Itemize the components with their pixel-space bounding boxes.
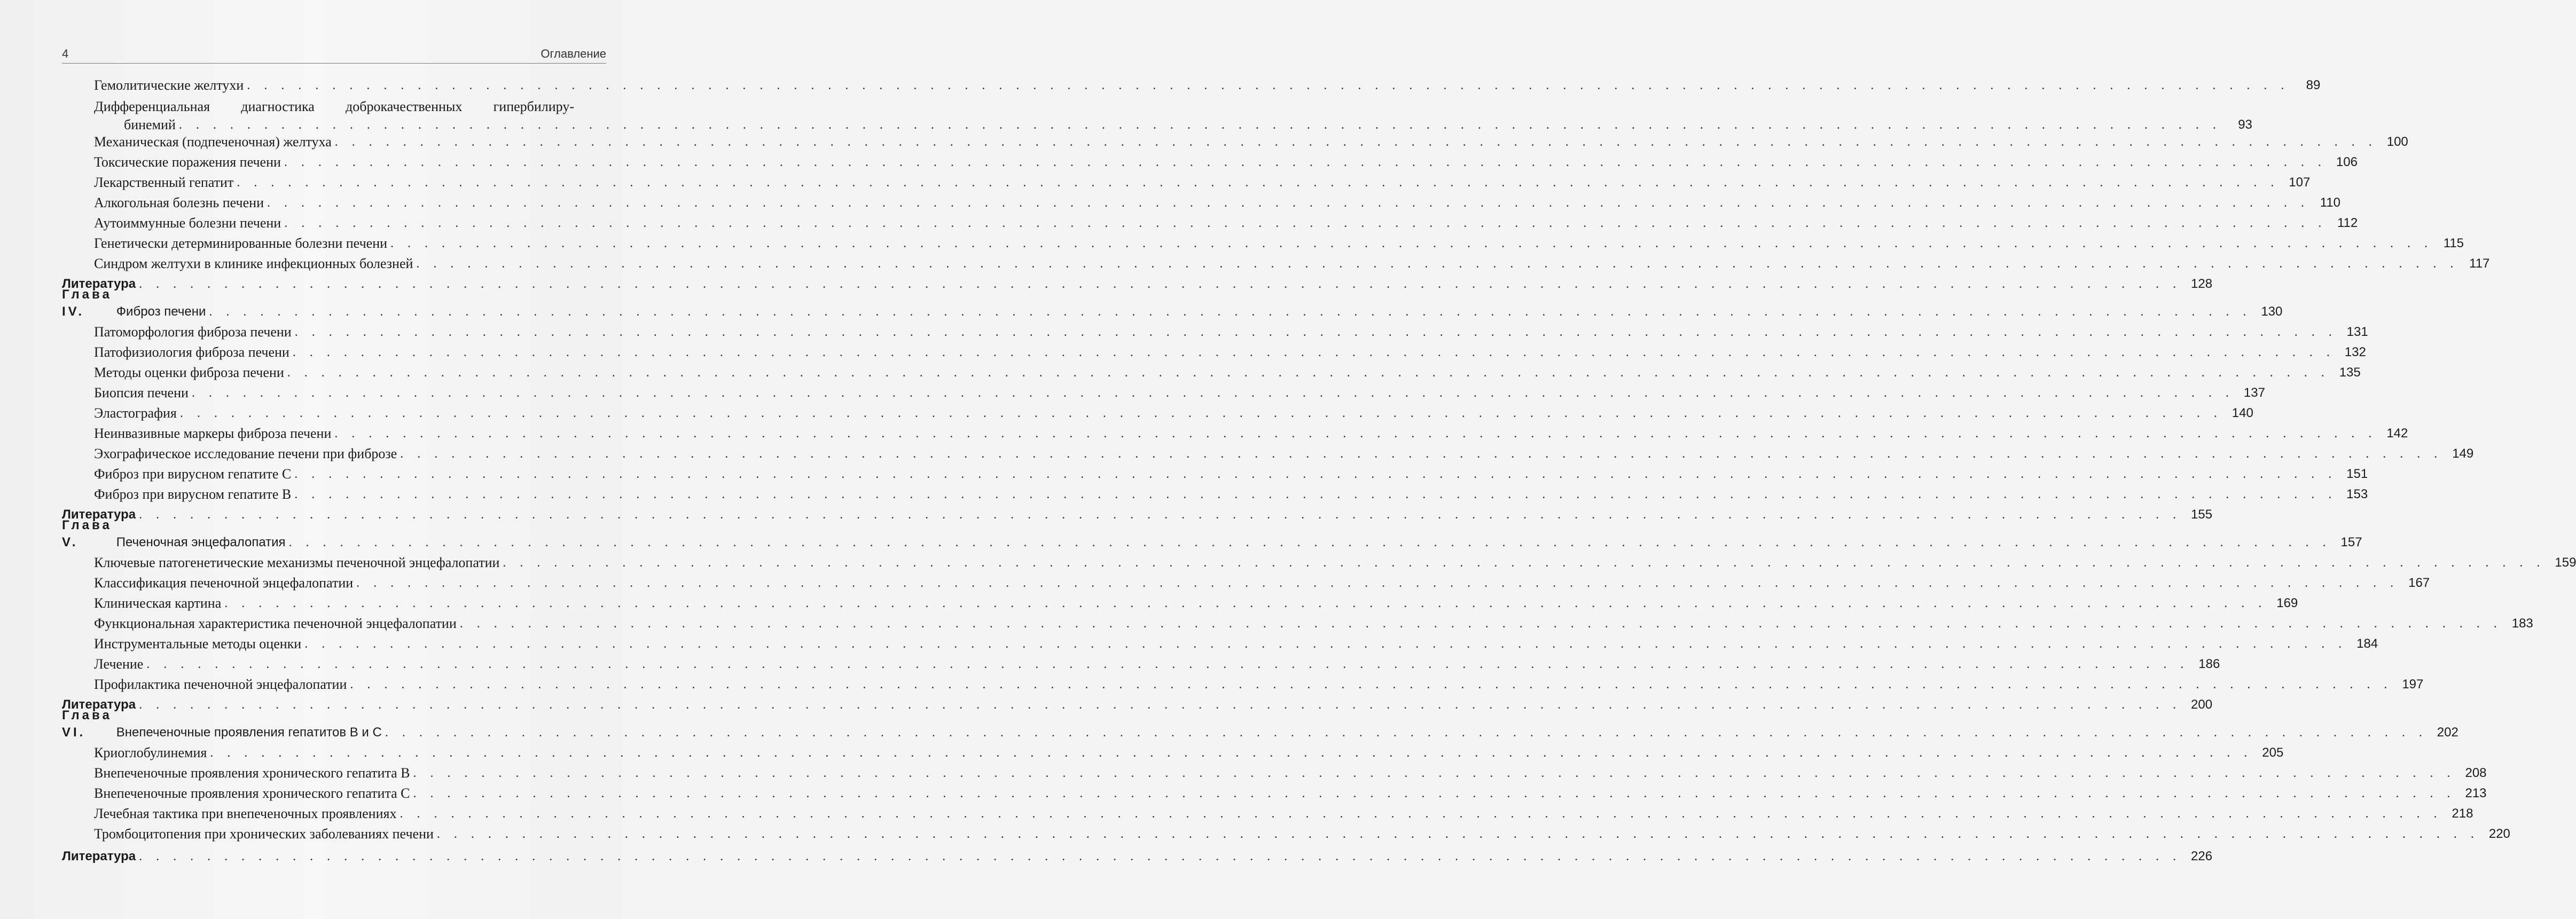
toc-page-number: 153 xyxy=(2346,487,2368,501)
toc-entry xyxy=(94,153,2358,171)
toc-entry xyxy=(94,173,2311,191)
toc-page-number: 226 xyxy=(2191,849,2213,863)
leader-dots: . . . . . . . . . . . . . . . . . . . . . . . . . . . . . . . . . . . . . . . . . . . . . . . . . . . . . . . . . . . . . . . . . . . . . . . . . . . . . . . . . . . . . . . . . . . . . . . . . . . . . . . . . . . . . . . . . . . . . . . . xyxy=(385,726,2428,740)
toc-page-number: 218 xyxy=(2452,806,2473,821)
toc-page-number: 115 xyxy=(2443,236,2464,250)
toc-entry-title: Внепеченочные проявления хронического гепатита С xyxy=(94,786,410,801)
leader-dots: . . . . . . . . . . . . . . . . . . . . . . . . . . . . . . . . . . . . . . . . . . . . . . . . . . . . . . . . . . . . . . . . . . . . . . . . . . . . . . . . . . . . . . . . . . . . . . . . . . . . . . . . . . . . . . . . . . . . . . . . xyxy=(288,536,2331,549)
leader-dots: . . . . . . . . . . . . . . . . . . . . . . . . . . . . . . . . . . . . . . . . . . . . . . . . . . . . . . . . . . . . . . . . . . . . . . . . . . . . . . . . . . . . . . . . . . . . . . . . . . . . . . . . . . . . . . . . . . . . . . . . xyxy=(237,176,2280,190)
leader-dots: . . . . . . . . . . . . . . . . . . . . . . . . . . . . . . . . . . . . . . . . . . . . . . . . . . . . . . . . . . . . . . . . . . . . . . . . . . . . . . . . . . . . . . . . . . . . . . . . . . . . . . . . . . . . . . . . . . . . . . . . xyxy=(503,556,2546,570)
toc-entry-title: Неинвазивные маркеры фиброза печени xyxy=(94,426,332,441)
leader-dots: . . . . . . . . . . . . . . . . . . . . . . . . . . . . . . . . . . . . . . . . . . . . . . . . . . . . . . . . . . . . . . . . . . . . . . . . . . . . . . . . . . . . . . . . . . . . . . . . . . . . . . . . . . . . . . . . . . . . . . . . xyxy=(436,827,2479,841)
toc-entry-title: Фиброз при вирусном гепатите В xyxy=(94,486,292,502)
leader-dots: . . . . . . . . . . . . . . . . . . . . . . . . . . . . . . . . . . . . . . . . . . . . . . . . . . . . . . . . . . . . . . . . . . . . . . . . . . . . . . . . . . . . . . . . . . . . . . . . . . . . . . . . . . . . . . . . . . . . . . . . xyxy=(390,237,2433,250)
toc-entry xyxy=(94,193,2340,211)
toc-page-number: 169 xyxy=(2276,596,2298,610)
toc-page-number: 128 xyxy=(2191,277,2213,291)
toc-page-number: 142 xyxy=(2386,426,2408,441)
toc-page-number: 167 xyxy=(2408,576,2430,590)
toc-entry-title: Аутоиммунные болезни печени xyxy=(94,215,281,231)
toc-page-number: 110 xyxy=(2320,195,2340,210)
leader-dots: . . . . . . . . . . . . . . . . . . . . . . . . . . . . . . . . . . . . . . . . . . . . . . . . . . . . . . . . . . . . . . . . . . . . . . . . . . . . . . . . . . . . . . . . . . . . . . . . . . . . . . . . . . . . . . . . . . . . . . . . xyxy=(356,576,2399,590)
toc-entry-title: Лечение xyxy=(94,656,144,672)
toc-entry xyxy=(94,424,2408,442)
toc-page-number: 202 xyxy=(2437,725,2458,740)
toc-page-number: 157 xyxy=(2340,535,2362,549)
toc-page-number: 155 xyxy=(2191,507,2213,522)
toc-entry-title: Литература xyxy=(62,849,136,863)
leader-dots: . . . . . . . . . . . . . . . . . . . . . . . . . . . . . . . . . . . . . . . . . . . . . . . . . . . . . . . . . . . . . . . . . . . . . . . . . . . . . . . . . . . . . . . . . . . . . . . . . . . . . . . . . . . . . . . . . . . . . . . . xyxy=(284,216,2327,230)
leader-dots: . . . . . . . . . . . . . . . . . . . . . . . . . . . . . . . . . . . . . . . . . . . . . . . . . . . . . . . . . . . . . . . . . . . . . . . . . . . . . . . . . . . . . . . . . . . . . . . . . . . . . . . . . . . . . . . . . . . . . . . . xyxy=(292,345,2335,359)
leader-dots: . . . . . . . . . . . . . . . . . . . . . . . . . . . . . . . . . . . . . . . . . . . . . . . . . . . . . . . . . . . . . . . . . . . . . . . . . . . . . . . . . . . . . . . . . . . . . . . . . . . . . . . . . . . . . . . . . . . . . . . . xyxy=(139,277,2182,291)
toc-entry xyxy=(94,323,2368,341)
toc-entry-title: Эхографическое исследование печени при фиброзе xyxy=(94,446,397,461)
toc-entry-title: Профилактика печеночной энцефалопатии xyxy=(94,677,347,692)
toc-entry-title: Функциональная характеристика печеночной энцефалопатии xyxy=(94,616,457,631)
toc-entry-title: Лекарственный гепатит xyxy=(94,175,234,190)
toc-entry-title: Лечебная тактика при внепеченочных проявлениях xyxy=(94,806,397,821)
toc-entry xyxy=(94,254,2490,272)
toc-entry xyxy=(94,614,2533,632)
toc-entry-title: Патоморфология фиброза печени xyxy=(94,324,292,340)
leader-dots: . . . . . . . . . . . . . . . . . . . . . . . . . . . . . . . . . . . . . . . . . . . . . . . . . . . . . . . . . . . . . . . . . . . . . . . . . . . . . . . . . . . . . . . . . . . . . . . . . . . . . . . . . . . . . . . . . . . . . . . . xyxy=(146,657,2189,671)
toc-entry xyxy=(94,234,2464,252)
toc-entry-title: Синдром желтухи в клинике инфекционных болезней xyxy=(94,256,413,271)
toc-entry-title: Литература xyxy=(62,507,136,522)
toc-entry xyxy=(94,784,2487,802)
toc-entry xyxy=(94,132,2408,151)
toc-entry-title: Методы оценки фиброза печени xyxy=(94,365,284,380)
toc-page-number: 107 xyxy=(2289,175,2311,190)
leader-dots: . . . . . . . . . . . . . . . . . . . . . . . . . . . . . . . . . . . . . . . . . . . . . . . . . . . . . . . . . . . . . . . . . . . . . . . . . . . . . . . . . . . . . . . . . . . . . . . . . . . . . . . . . . . . . . . . . . . . . . . . xyxy=(294,488,2337,501)
toc-page-number: 183 xyxy=(2511,616,2533,631)
toc-entry xyxy=(94,824,2510,843)
toc-entry-title-part1: Дифференциальная диагностика доброкачественных гипербилиру- xyxy=(94,99,574,114)
leader-dots: . . . . . . . . . . . . . . . . . . . . . . . . . . . . . . . . . . . . . . . . . . . . . . . . . . . . . . . . . . . . . . . . . . . . . . . . . . . . . . . . . . . . . . . . . . . . . . . . . . . . . . . . . . . . . . . . . . . . . . . . xyxy=(209,305,2252,319)
toc-page-number: 151 xyxy=(2346,467,2368,481)
toc-entry xyxy=(94,634,2378,653)
chapter-label: Глава V. xyxy=(62,518,112,549)
leader-dots: . . . . . . . . . . . . . . . . . . . . . . . . . . . . . . . . . . . . . . . . . . . . . . . . . . . . . . . . . . . . . . . . . . . . . . . . . . . . . . . . . . . . . . . . . . . . . . . . . . . . . . . . . . . . . . . . . . . . . . . . xyxy=(178,118,2221,132)
toc-page-number: 197 xyxy=(2402,677,2424,692)
toc-page-number: 112 xyxy=(2337,216,2358,230)
toc-chapter-entry xyxy=(62,708,2458,741)
toc-entry-title-part2: бинемий xyxy=(124,117,176,132)
toc-entry xyxy=(94,343,2366,361)
toc-chapter-entry xyxy=(62,287,2283,320)
toc-page-number: 137 xyxy=(2243,386,2265,400)
leader-dots: . . . . . . . . . . . . . . . . . . . . . . . . . . . . . . . . . . . . . . . . . . . . . . . . . . . . . . . . . . . . . . . . . . . . . . . . . . . . . . . . . . . . . . . . . . . . . . . . . . . . . . . . . . . . . . . . . . . . . . . . xyxy=(224,596,2267,610)
toc-page-number: 100 xyxy=(2386,135,2408,149)
toc-page-number: 89 xyxy=(2306,78,2321,92)
toc-page-number: 186 xyxy=(2198,657,2220,671)
toc-entry xyxy=(94,804,2473,822)
toc-literature-entry xyxy=(62,847,2213,865)
toc-entry xyxy=(94,675,2424,693)
leader-dots: . . . . . . . . . . . . . . . . . . . . . . . . . . . . . . . . . . . . . . . . . . . . . . . . . . . . . . . . . . . . . . . . . . . . . . . . . . . . . . . . . . . . . . . . . . . . . . . . . . . . . . . . . . . . . . . . . . . . . . . . xyxy=(191,386,2234,400)
toc-literature-entry xyxy=(62,505,2213,523)
toc-entry xyxy=(94,76,2321,94)
toc-entry-title: Клиническая картина xyxy=(94,595,222,611)
leader-dots: . . . . . . . . . . . . . . . . . . . . . . . . . . . . . . . . . . . . . . . . . . . . . . . . . . . . . . . . . . . . . . . . . . . . . . . . . . . . . . . . . . . . . . . . . . . . . . . . . . . . . . . . . . . . . . . . . . . . . . . . xyxy=(413,787,2456,800)
toc-page-number: 106 xyxy=(2336,155,2358,169)
toc-page-number: 220 xyxy=(2488,827,2510,841)
toc-entry xyxy=(94,743,2284,761)
toc-literature-entry xyxy=(62,274,2213,293)
toc-page-number: 200 xyxy=(2191,697,2213,712)
toc-entry xyxy=(94,553,2576,571)
leader-dots: . . . . . . . . . . . . . . . . . . . . . . . . . . . . . . . . . . . . . . . . . . . . . . . . . . . . . . . . . . . . . . . . . . . . . . . . . . . . . . . . . . . . . . . . . . . . . . . . . . . . . . . . . . . . . . . . . . . . . . . . xyxy=(284,155,2327,169)
toc-entry xyxy=(94,764,2487,782)
leader-dots: . . . . . . . . . . . . . . . . . . . . . . . . . . . . . . . . . . . . . . . . . . . . . . . . . . . . . . . . . . . . . . . . . . . . . . . . . . . . . . . . . . . . . . . . . . . . . . . . . . . . . . . . . . . . . . . . . . . . . . . . xyxy=(304,637,2347,651)
toc-entry-title: Алкогольная болезнь печени xyxy=(94,195,264,210)
toc-entry-title: Инструментальные методы оценки xyxy=(94,636,302,651)
leader-dots: . . . . . . . . . . . . . . . . . . . . . . . . . . . . . . . . . . . . . . . . . . . . . . . . . . . . . . . . . . . . . . . . . . . . . . . . . . . . . . . . . . . . . . . . . . . . . . . . . . . . . . . . . . . . . . . . . . . . . . . . xyxy=(210,746,2253,760)
leader-dots: . . . . . . . . . . . . . . . . . . . . . . . . . . . . . . . . . . . . . . . . . . . . . . . . . . . . . . . . . . . . . . . . . . . . . . . . . . . . . . . . . . . . . . . . . . . . . . . . . . . . . . . . . . . . . . . . . . . . . . . . xyxy=(400,807,2442,821)
toc-entry xyxy=(94,594,2298,612)
toc-entry xyxy=(94,444,2474,462)
toc-page-number: 184 xyxy=(2356,637,2378,651)
page-number: 4 xyxy=(62,47,69,60)
toc-page-number: 140 xyxy=(2232,406,2253,420)
toc-page-number: 205 xyxy=(2262,745,2284,760)
toc-entry-title: Классификация печеночной энцефалопатии xyxy=(94,575,354,591)
leader-dots: . . . . . . . . . . . . . . . . . . . . . . . . . . . . . . . . . . . . . . . . . . . . . . . . . . . . . . . . . . . . . . . . . . . . . . . . . . . . . . . . . . . . . . . . . . . . . . . . . . . . . . . . . . . . . . . . . . . . . . . . xyxy=(413,766,2456,780)
toc-page-number: 208 xyxy=(2465,766,2487,780)
chapter-label: Глава IV. xyxy=(62,287,112,319)
toc-entry xyxy=(94,404,2253,422)
leader-dots: . . . . . . . . . . . . . . . . . . . . . . . . . . . . . . . . . . . . . . . . . . . . . . . . . . . . . . . . . . . . . . . . . . . . . . . . . . . . . . . . . . . . . . . . . . . . . . . . . . . . . . . . . . . . . . . . . . . . . . . . xyxy=(139,508,2182,522)
toc-page-number: 131 xyxy=(2346,325,2368,339)
toc-entry-title: Патофизиология фиброза печени xyxy=(94,344,289,360)
leader-dots: . . . . . . . . . . . . . . . . . . . . . . . . . . . . . . . . . . . . . . . . . . . . . . . . . . . . . . . . . . . . . . . . . . . . . . . . . . . . . . . . . . . . . . . . . . . . . . . . . . . . . . . . . . . . . . . . . . . . . . . . xyxy=(334,427,2377,441)
leader-dots: . . . . . . . . . . . . . . . . . . . . . . . . . . . . . . . . . . . . . . . . . . . . . . . . . . . . . . . . . . . . . . . . . . . . . . . . . . . . . . . . . . . . . . . . . . . . . . . . . . . . . . . . . . . . . . . . . . . . . . . . xyxy=(247,78,2290,92)
toc-literature-entry xyxy=(62,695,2213,713)
toc-page-number: 117 xyxy=(2469,256,2490,271)
chapter-label: Глава VI. xyxy=(62,708,112,740)
leader-dots: . . . . . . . . . . . . . . . . . . . . . . . . . . . . . . . . . . . . . . . . . . . . . . . . . . . . . . . . . . . . . . . . . . . . . . . . . . . . . . . . . . . . . . . . . . . . . . . . . . . . . . . . . . . . . . . . . . . . . . . . xyxy=(267,196,2309,210)
toc-entry-title: Токсические поражения печени xyxy=(94,154,281,170)
toc-entry-title: Биопсия печени xyxy=(94,385,189,400)
toc-entry-wrapped-line2 xyxy=(124,115,2252,133)
toc-page-number: 159 xyxy=(2555,555,2576,570)
toc-entry-title: Тромбоцитопения при хронических заболеваниях печени xyxy=(94,826,434,842)
toc-entry xyxy=(94,383,2265,402)
leader-dots: . . . . . . . . . . . . . . . . . . . . . . . . . . . . . . . . . . . . . . . . . . . . . . . . . . . . . . . . . . . . . . . . . . . . . . . . . . . . . . . . . . . . . . . . . . . . . . . . . . . . . . . . . . . . . . . . . . . . . . . . xyxy=(294,467,2337,481)
running-title: Оглавление xyxy=(541,47,606,60)
toc-entry-title: Внепеченочные проявления хронического гепатита В xyxy=(94,765,410,781)
toc-entry-title: Внепеченочные проявления гепатитов В и С xyxy=(116,725,382,740)
leader-dots: . . . . . . . . . . . . . . . . . . . . . . . . . . . . . . . . . . . . . . . . . . . . . . . . . . . . . . . . . . . . . . . . . . . . . . . . . . . . . . . . . . . . . . . . . . . . . . . . . . . . . . . . . . . . . . . . . . . . . . . . xyxy=(139,850,2182,863)
leader-dots: . . . . . . . . . . . . . . . . . . . . . . . . . . . . . . . . . . . . . . . . . . . . . . . . . . . . . . . . . . . . . . . . . . . . . . . . . . . . . . . . . . . . . . . . . . . . . . . . . . . . . . . . . . . . . . . . . . . . . . . . xyxy=(416,257,2459,271)
toc-entry xyxy=(94,363,2361,381)
toc-page-number: 93 xyxy=(2238,117,2252,132)
toc-entry-title: Печеночная энцефалопатия xyxy=(116,535,286,549)
toc-entry-title: Гемолитические желтухи xyxy=(94,77,244,93)
toc-page-number: 135 xyxy=(2339,365,2361,380)
toc-entry xyxy=(94,214,2358,232)
toc-entry xyxy=(94,655,2220,673)
toc-entry-title: Механическая (подпеченочная) желтуха xyxy=(94,134,332,150)
leader-dots: . . . . . . . . . . . . . . . . . . . . . . . . . . . . . . . . . . . . . . . . . . . . . . . . . . . . . . . . . . . . . . . . . . . . . . . . . . . . . . . . . . . . . . . . . . . . . . . . . . . . . . . . . . . . . . . . . . . . . . . . xyxy=(287,366,2330,380)
toc-entry-title: Ключевые патогенетические механизмы печеночной энцефалопатии xyxy=(94,555,500,570)
toc-entry-title: Литература xyxy=(62,277,136,291)
leader-dots: . . . . . . . . . . . . . . . . . . . . . . . . . . . . . . . . . . . . . . . . . . . . . . . . . . . . . . . . . . . . . . . . . . . . . . . . . . . . . . . . . . . . . . . . . . . . . . . . . . . . . . . . . . . . . . . . . . . . . . . . xyxy=(294,325,2337,339)
toc-page-number: 213 xyxy=(2465,786,2487,800)
toc-chapter-entry xyxy=(62,518,2362,551)
leader-dots: . . . . . . . . . . . . . . . . . . . . . . . . . . . . . . . . . . . . . . . . . . . . . . . . . . . . . . . . . . . . . . . . . . . . . . . . . . . . . . . . . . . . . . . . . . . . . . . . . . . . . . . . . . . . . . . . . . . . . . . . xyxy=(350,678,2393,692)
leader-dots: . . . . . . . . . . . . . . . . . . . . . . . . . . . . . . . . . . . . . . . . . . . . . . . . . . . . . . . . . . . . . . . . . . . . . . . . . . . . . . . . . . . . . . . . . . . . . . . . . . . . . . . . . . . . . . . . . . . . . . . . xyxy=(139,698,2182,712)
toc-entry xyxy=(94,574,2430,592)
toc-entry-title: Фиброз при вирусном гепатите С xyxy=(94,466,292,482)
toc-entry xyxy=(94,485,2368,503)
toc-entry-title: Эластография xyxy=(94,405,177,421)
toc-page-number: 130 xyxy=(2261,304,2283,319)
toc-entry-wrapped-line1 xyxy=(94,98,574,115)
toc-entry-title: Фиброз печени xyxy=(116,304,206,319)
toc-page-number: 149 xyxy=(2452,446,2474,461)
leader-dots: . . . . . . . . . . . . . . . . . . . . . . . . . . . . . . . . . . . . . . . . . . . . . . . . . . . . . . . . . . . . . . . . . . . . . . . . . . . . . . . . . . . . . . . . . . . . . . . . . . . . . . . . . . . . . . . . . . . . . . . . xyxy=(459,617,2502,631)
toc-page-number: 132 xyxy=(2344,345,2366,359)
leader-dots: . . . . . . . . . . . . . . . . . . . . . . . . . . . . . . . . . . . . . . . . . . . . . . . . . . . . . . . . . . . . . . . . . . . . . . . . . . . . . . . . . . . . . . . . . . . . . . . . . . . . . . . . . . . . . . . . . . . . . . . . xyxy=(400,447,2443,461)
leader-dots: . . . . . . . . . . . . . . . . . . . . . . . . . . . . . . . . . . . . . . . . . . . . . . . . . . . . . . . . . . . . . . . . . . . . . . . . . . . . . . . . . . . . . . . . . . . . . . . . . . . . . . . . . . . . . . . . . . . . . . . . xyxy=(334,135,2377,149)
leader-dots: . . . . . . . . . . . . . . . . . . . . . . . . . . . . . . . . . . . . . . . . . . . . . . . . . . . . . . . . . . . . . . . . . . . . . . . . . . . . . . . . . . . . . . . . . . . . . . . . . . . . . . . . . . . . . . . . . . . . . . . . xyxy=(179,406,2222,420)
toc-entry-title: Криоглобулинемия xyxy=(94,745,207,760)
toc-entry-title: Генетически детерминированные болезни печени xyxy=(94,235,388,251)
toc-entry xyxy=(94,465,2368,483)
toc-entry-title: Литература xyxy=(62,697,136,712)
